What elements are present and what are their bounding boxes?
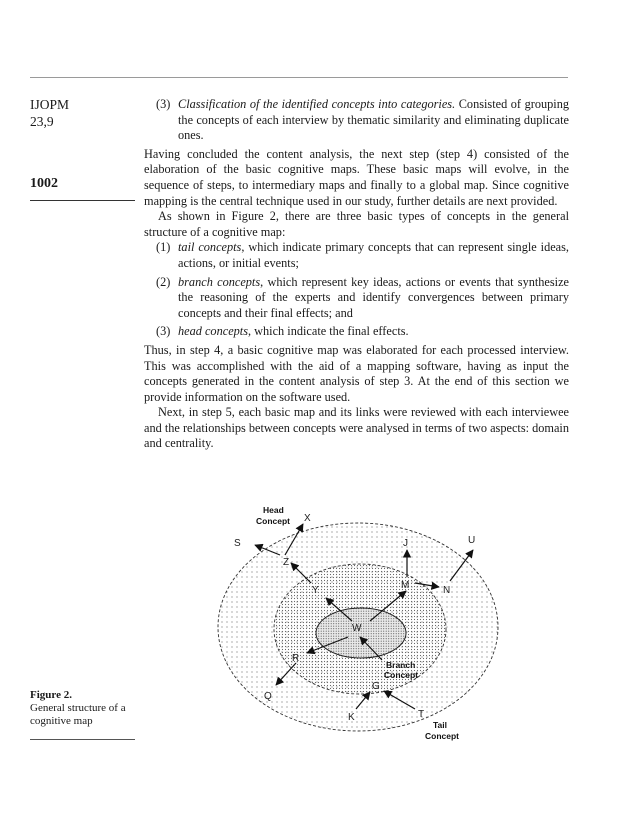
list-item-number: (1): [156, 240, 171, 255]
paragraph: Having concluded the content analysis, the next step (step 4) consisted of the elaboration of the basic cognitive maps. These basic maps will evolve, in the sequence of steps, to intermediary maps and finally to a global map. Since cognitive mapping is the central technique used in our study, further details are next provided.: [144, 146, 569, 208]
list-item-text: , which represent key ideas, actions or events that synthesize the reasoning of the experts and identify convergences between primary concepts and their final effects; and: [178, 274, 570, 320]
node-s: S: [234, 538, 241, 549]
list-item: [156, 324, 569, 340]
journal-volume: 23,9: [30, 114, 54, 129]
list-item: [156, 240, 569, 271]
node-j: J: [403, 538, 408, 549]
tail-concept-label: Tail: [433, 720, 448, 730]
journal-header: [30, 96, 69, 130]
list-item-text: Consisted of grouping the concepts of each interview by thematic similarity and eliminating duplicate ones.: [178, 97, 569, 143]
list-item-text: , which indicate primary concepts that can represent single ideas, actions, or initial events;: [178, 240, 569, 270]
figure-caption-text: General structure of a cognitive map: [30, 702, 126, 727]
node-y: Y: [312, 585, 319, 596]
list-item: [156, 97, 569, 144]
node-u: U: [468, 535, 476, 546]
node-w: W: [352, 623, 362, 634]
node-m: M: [401, 580, 410, 591]
tail-concept-label: Concept: [425, 731, 459, 741]
caption-rule: [30, 739, 135, 740]
list-item-term: Classification of the identified concepts into categories.: [178, 97, 456, 111]
list-item-number: (3): [156, 97, 171, 111]
node-g: G: [372, 681, 380, 692]
head-concept-label: Concept: [256, 516, 290, 526]
node-q: Q: [264, 691, 272, 702]
head-concept-label: Head: [263, 505, 284, 515]
list-item: [156, 275, 569, 322]
list-item-term: branch concepts: [178, 274, 261, 289]
list-item-number: (2): [156, 274, 171, 289]
list-item-number: (3): [156, 324, 171, 339]
branch-concept-label: Branch: [386, 660, 416, 670]
figure-label: Figure 2.: [30, 689, 72, 701]
cognitive-map-diagram: [200, 495, 580, 745]
journal-name: IJOPM: [30, 97, 70, 112]
branch-concept-label: Concept: [384, 670, 418, 680]
main-text: [144, 97, 569, 452]
node-x: X: [304, 513, 311, 524]
cognitive-map-figure: [200, 495, 580, 745]
node-r: R: [292, 653, 300, 664]
node-n: N: [443, 585, 451, 596]
page-number-rule: [30, 200, 135, 201]
list-item-term: head concepts: [178, 324, 248, 339]
list-item-term: tail concepts: [178, 240, 242, 255]
top-rule: [30, 77, 568, 78]
paragraph: As shown in Figure 2, there are three basic types of concepts in the general structure of a cognitive map:: [144, 209, 569, 239]
node-z: Z: [283, 557, 290, 568]
figure-caption: [30, 689, 135, 728]
page-number: 1002: [30, 176, 58, 191]
paragraph: Thus, in step 4, a basic cognitive map was elaborated for each processed interview. This was accomplished with the aid of a mapping software, having as input the concepts generated in the content analysis of step 3. At the end of this section we provide information on the software used.: [144, 342, 569, 404]
list-item-text: , which indicate the final effects.: [248, 324, 409, 339]
node-k: K: [348, 712, 355, 723]
paragraph: Next, in step 5, each basic map and its links were reviewed with each interviewee and the relationships between concepts were analysed in terms of two aspects: domain and centrality.: [144, 405, 569, 451]
node-t: T: [418, 709, 425, 720]
